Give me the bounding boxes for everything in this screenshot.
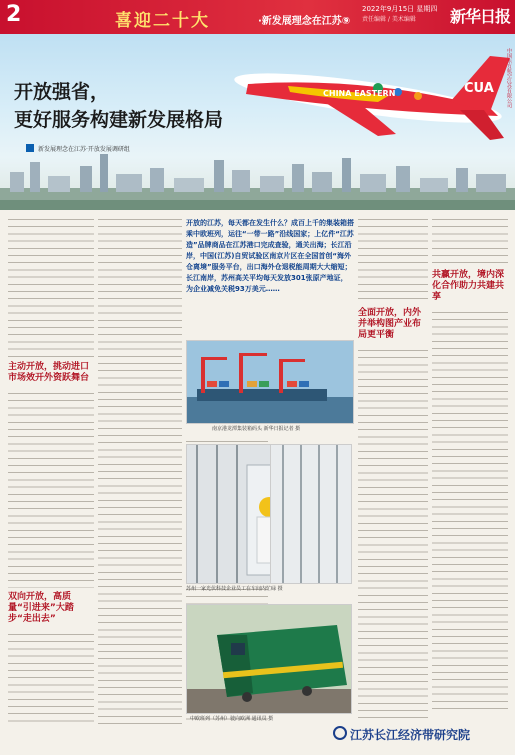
headline-line-1: 开放强省， (14, 81, 110, 103)
text-block (98, 214, 182, 724)
airplane-icon (228, 46, 515, 150)
section-title: 喜迎二十大 (115, 11, 210, 31)
column-1 (8, 214, 94, 724)
text-block (432, 307, 508, 714)
headline (14, 78, 223, 134)
feature-lead (186, 218, 354, 338)
section-heading-4: 全面开放，内外并举构图产业布局更平衡 (358, 308, 422, 340)
plane-livery-text: CHINA EASTERN (323, 89, 396, 98)
editor-credits: 责任编辑 / 美术编辑 (362, 16, 416, 23)
wechat-logo-icon (333, 726, 347, 740)
hero-banner (0, 34, 515, 210)
byline-square-icon (26, 144, 34, 152)
text-block (8, 629, 94, 724)
text-block (358, 214, 428, 300)
column-4 (358, 214, 428, 724)
headline-line-2: 更好服务构建新发展格局 (14, 109, 224, 131)
column-2 (98, 214, 182, 724)
masthead-logo: 新华日报 (450, 7, 511, 26)
section-subtitle: ·新发展理念在江苏⑨ (258, 16, 351, 27)
text-block (432, 214, 508, 266)
watermark: 江苏长江经济带研究院 (350, 728, 471, 742)
text-block (8, 388, 94, 588)
side-photo (270, 444, 352, 584)
city-skyline-image (0, 148, 515, 210)
section-heading-1: 主动开放，挑动进口市场效开外资跃舞台 (8, 362, 90, 383)
feature-text: 开放的江苏，每天都在发生什么？成百上千的集装箱搭乘中欧班列，运往“一带一路”沿线国家；上亿件“江苏造”品牌商品在江苏港口完成查验，通关出海；长江沿岸，中国(江苏)自贸试验区南京片区在全国首创“海外仓离境”服务平台，出口海外仓退税能周期大大缩短；长江南岸，苏州高关平均每天发放301张原产地证，为企业减免关税93万美元…… (186, 219, 354, 293)
vertical-ad-text: 中国东方航空江苏有限公司 (506, 48, 512, 108)
section-heading-5: 共赢开放，境内深化合作助力共建共享 (432, 270, 505, 302)
plane-tail-text: CUA (464, 81, 494, 96)
byline: 新发展理念在江苏·开放发展调研组 (38, 146, 130, 153)
port-cranes-image (187, 341, 354, 424)
column-5 (432, 214, 508, 714)
page-number: 2 (6, 2, 22, 27)
text-block (358, 345, 428, 724)
freight-train-image (187, 605, 352, 714)
train-caption: 中欧班列（苏州）驶向欧洲 通讯员 摄 (190, 716, 274, 722)
text-block (8, 214, 94, 358)
port-caption: 南京港龙潭集装箱码头 新华日报记者 摄 (212, 426, 301, 432)
header-band (0, 0, 515, 34)
section-heading-2: 双向开放，高质量“引进来”大踏步“走出去” (8, 592, 74, 624)
lab-caption: 苏州一家光伏科技企业员工在车间内忙碌 摄 (186, 586, 283, 592)
issue-date: 2022年9月15日 星期四 (362, 5, 438, 13)
train-photo (186, 604, 352, 714)
port-photo (186, 340, 354, 424)
production-line-image (271, 445, 352, 584)
